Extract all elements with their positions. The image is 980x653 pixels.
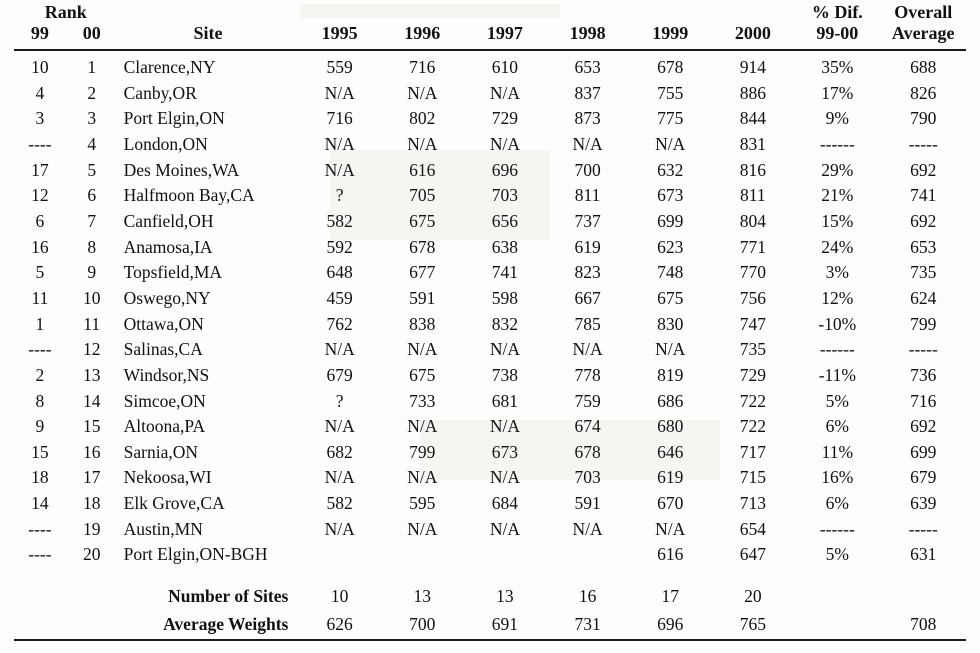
cell-2000: 804 (739, 211, 766, 232)
column-header-1996: 1996 (404, 23, 441, 43)
cell-site: London,ON (123, 134, 208, 155)
cell-dif: ------ (819, 339, 855, 360)
cell-1997: 738 (491, 364, 519, 385)
cell-dif: 11% (821, 441, 854, 462)
summary-spacer (14, 568, 966, 582)
col-spacer-1997 (464, 0, 547, 23)
cell-rank00: 16 (82, 441, 101, 462)
cell-1995: 679 (326, 364, 353, 385)
cell-1999: 755 (657, 82, 684, 103)
cell-2000: 811 (740, 185, 766, 206)
table-row (14, 234, 966, 260)
cell-1997: 681 (491, 390, 519, 411)
cell-1999: 699 (657, 211, 684, 232)
cell-2000: 713 (739, 493, 766, 514)
weights-table (14, 0, 966, 637)
cell-dif: 15% (821, 211, 854, 232)
cell-rank99: 16 (31, 236, 49, 257)
summary-1997: 691 (491, 613, 519, 634)
cell-rank00: 18 (82, 493, 101, 514)
cell-1998: N/A (572, 134, 603, 155)
table-bottom-rule (14, 639, 966, 641)
cell-rank00: 10 (82, 287, 101, 308)
summary-1999: 17 (661, 586, 679, 607)
cell-dif: 17% (821, 82, 854, 103)
cell-dif: -10% (818, 313, 857, 334)
cell-1998: 759 (574, 390, 601, 411)
cell-dif: 29% (821, 159, 854, 180)
cell-rank00: 13 (82, 364, 101, 385)
column-header-rank-00: 00 (82, 23, 101, 43)
cell-rank00: 2 (87, 82, 97, 103)
cell-1996: 616 (409, 159, 436, 180)
summary-1995: 626 (326, 613, 353, 634)
cell-avg: ----- (908, 134, 938, 155)
cell-rank99: ---- (28, 518, 52, 539)
cell-avg: 692 (910, 416, 937, 437)
cell-1995: 648 (326, 262, 353, 283)
cell-avg: 631 (910, 544, 937, 565)
col-spacer-2000 (712, 0, 795, 23)
cell-1998: 619 (574, 236, 601, 257)
cell-avg: 653 (910, 236, 937, 257)
cell-2000: 770 (739, 262, 766, 283)
cell-1997: 610 (491, 57, 519, 78)
cell-1998: N/A (572, 339, 603, 360)
cell-2000: 729 (739, 364, 766, 385)
table-row (14, 491, 966, 517)
cell-site: Nekoosa,WI (123, 467, 212, 488)
summary-2000: 20 (744, 586, 762, 607)
cell-avg: ----- (908, 339, 938, 360)
cell-rank00: 20 (82, 544, 101, 565)
summary-1997: 13 (496, 586, 514, 607)
cell-1997: 638 (491, 236, 519, 257)
cell-1996: 677 (409, 262, 436, 283)
cell-1998: 700 (574, 159, 601, 180)
cell-1996: 678 (409, 236, 436, 257)
table-row (14, 81, 966, 107)
cell-1995: ? (335, 185, 344, 206)
cell-1996: 733 (409, 390, 436, 411)
cell-1999: 830 (657, 313, 684, 334)
cell-1998: 678 (574, 441, 601, 462)
cell-1996: N/A (407, 416, 438, 437)
cell-1997: N/A (489, 134, 520, 155)
cell-1999: 678 (657, 57, 684, 78)
cell-1998: 653 (574, 57, 601, 78)
cell-rank00: 6 (87, 185, 97, 206)
cell-1999: 675 (657, 287, 684, 308)
table-row (14, 106, 966, 132)
cell-1997: 832 (491, 313, 519, 334)
cell-1996: N/A (407, 339, 438, 360)
cell-1999: 673 (657, 185, 684, 206)
cell-1996: 675 (409, 364, 436, 385)
cell-rank00: 7 (87, 211, 97, 232)
cell-2000: 722 (739, 390, 766, 411)
cell-1999: N/A (655, 134, 686, 155)
cell-rank99: ---- (28, 134, 52, 155)
cell-1995: N/A (324, 134, 355, 155)
summary-1998: 731 (574, 613, 601, 634)
cell-2000: 831 (739, 134, 766, 155)
cell-1997 (464, 542, 547, 568)
cell-site: Canfield,OH (123, 211, 214, 232)
cell-site: Anamosa,IA (123, 236, 213, 257)
cell-site: Windsor,NS (123, 364, 210, 385)
cell-1998: 778 (574, 364, 601, 385)
cell-1998: 703 (574, 467, 601, 488)
cell-1998: 737 (574, 211, 601, 232)
cell-dif: 3% (825, 262, 849, 283)
cell-rank00: 14 (82, 390, 101, 411)
cell-rank00: 11 (83, 313, 101, 334)
cell-dif: ------ (819, 134, 855, 155)
cell-rank99: 6 (35, 211, 45, 232)
cell-1999: N/A (655, 339, 686, 360)
cell-1996: N/A (407, 134, 438, 155)
cell-rank00: 8 (87, 236, 97, 257)
col-spacer-1998 (546, 0, 629, 23)
cell-2000: 816 (739, 159, 766, 180)
cell-2000: 654 (739, 518, 766, 539)
cell-1996: 838 (409, 313, 436, 334)
cell-2000: 717 (739, 441, 766, 462)
table-row (14, 440, 966, 466)
summary-1996: 700 (409, 613, 436, 634)
cell-dif: 16% (821, 467, 854, 488)
cell-site: Simcoe,ON (123, 390, 206, 411)
cell-avg: 716 (910, 390, 937, 411)
cell-1995: N/A (324, 416, 355, 437)
cell-site: Halfmoon Bay,CA (123, 185, 255, 206)
cell-1998: 591 (574, 493, 601, 514)
cell-dif: 5% (825, 390, 849, 411)
summary-2000: 765 (739, 613, 766, 634)
cell-rank99: 5 (35, 262, 45, 283)
cell-site: Topsfield,MA (123, 262, 223, 283)
cell-1997: N/A (489, 467, 520, 488)
cell-avg: 679 (910, 467, 937, 488)
cell-1998: 837 (574, 82, 601, 103)
column-header-site-spacer (118, 0, 299, 23)
summary-row-average-weights (14, 610, 966, 637)
cell-2000: 886 (739, 82, 766, 103)
table-row (14, 183, 966, 209)
cell-avg: 799 (910, 313, 937, 334)
cell-avg: 624 (910, 287, 937, 308)
cell-2000: 747 (739, 313, 766, 334)
cell-site: Oswego,NY (123, 287, 211, 308)
cell-rank00: 12 (82, 339, 101, 360)
column-header-overall-average: Average (891, 23, 955, 43)
table-row (14, 311, 966, 337)
col-spacer-1999 (629, 0, 712, 23)
cell-avg: ----- (908, 518, 938, 539)
cell-rank99: 18 (31, 467, 49, 488)
cell-1999: 819 (657, 364, 684, 385)
column-header-1995: 1995 (321, 23, 358, 43)
cell-1995 (298, 542, 381, 568)
cell-1996: 675 (409, 211, 436, 232)
cell-dif: -11% (818, 364, 856, 385)
cell-1996: 595 (409, 493, 436, 514)
table-row (14, 55, 966, 81)
table-row (14, 414, 966, 440)
table-row (14, 388, 966, 414)
cell-1997: 741 (491, 262, 519, 283)
cell-1996: 716 (409, 57, 436, 78)
cell-dif: 12% (821, 287, 854, 308)
cell-1999: 680 (657, 416, 684, 437)
summary-1996: 13 (413, 586, 432, 607)
summary-1998: 16 (578, 586, 597, 607)
cell-1998 (546, 542, 629, 568)
table-row (14, 542, 966, 568)
table-row (14, 260, 966, 286)
table-row (14, 465, 966, 491)
table-row (14, 158, 966, 184)
table-body (14, 50, 966, 637)
cell-dif: 35% (821, 57, 854, 78)
cell-rank99: 9 (35, 416, 45, 437)
cell-1997: 696 (491, 159, 519, 180)
column-header-1997: 1997 (486, 23, 523, 43)
cell-1995: 582 (326, 493, 353, 514)
cell-1995: 682 (326, 441, 353, 462)
cell-1999: 670 (657, 493, 684, 514)
cell-1999: 616 (657, 544, 684, 565)
cell-dif: 6% (825, 416, 849, 437)
table-header (14, 0, 966, 50)
cell-1996: N/A (407, 82, 438, 103)
cell-1998: N/A (572, 518, 603, 539)
summary-avg (880, 582, 966, 609)
cell-2000: 771 (739, 236, 766, 257)
table-row (14, 286, 966, 312)
cell-1996: N/A (407, 518, 438, 539)
cell-1997: N/A (489, 416, 520, 437)
cell-1995: 716 (326, 108, 353, 129)
cell-site: Ottawa,ON (123, 313, 204, 334)
cell-1999: N/A (655, 518, 686, 539)
cell-rank00: 19 (82, 518, 101, 539)
summary-1999: 696 (657, 613, 684, 634)
cell-1997: 703 (491, 185, 519, 206)
cell-1998: 667 (574, 287, 601, 308)
cell-rank99: 15 (31, 441, 49, 462)
cell-avg: 735 (910, 262, 937, 283)
table-row (14, 517, 966, 543)
cell-avg: 688 (910, 57, 937, 78)
summary-avg: 708 (910, 613, 937, 634)
cell-site: Port Elgin,ON (123, 108, 225, 129)
cell-rank99: 3 (35, 108, 45, 129)
cell-1996: 802 (409, 108, 436, 129)
cell-1995: N/A (324, 518, 355, 539)
cell-rank99: 4 (35, 82, 45, 103)
cell-site: Sarnia,ON (123, 441, 198, 462)
cell-rank00: 9 (87, 262, 97, 283)
cell-1999: 623 (657, 236, 684, 257)
cell-1997: 656 (491, 211, 519, 232)
column-header-dif-years: 99-00 (816, 23, 859, 43)
table-row (14, 363, 966, 389)
cell-1998: 811 (574, 185, 601, 206)
cell-site: Salinas,CA (123, 339, 203, 360)
cell-1997: 598 (491, 287, 519, 308)
cell-2000: 844 (739, 108, 766, 129)
cell-2000: 722 (739, 416, 766, 437)
cell-1997: 684 (491, 493, 519, 514)
table-row (14, 209, 966, 235)
cell-rank99: ---- (28, 339, 52, 360)
cell-dif: ------ (819, 518, 855, 539)
column-header-overall: Overall (894, 2, 953, 22)
column-header-site: Site (193, 23, 223, 43)
cell-avg: 741 (910, 185, 937, 206)
cell-dif: 21% (821, 185, 854, 206)
cell-rank00: 15 (82, 416, 101, 437)
cell-rank99: ---- (28, 544, 52, 565)
cell-1998: 873 (574, 108, 601, 129)
cell-1995: ? (335, 390, 344, 411)
cell-1996 (381, 542, 464, 568)
table-header-main-row (14, 23, 966, 50)
cell-1995: 582 (326, 211, 353, 232)
cell-rank99: 2 (35, 364, 45, 385)
cell-rank00: 17 (82, 467, 101, 488)
summary-label-number-of-sites: Number of Sites (168, 586, 289, 607)
cell-1996: 705 (409, 185, 436, 206)
cell-dif: 5% (825, 544, 849, 565)
cell-1995: 559 (326, 57, 353, 78)
cell-rank00: 4 (87, 134, 97, 155)
column-header-1998: 1998 (569, 23, 606, 43)
cell-1999: 632 (657, 159, 684, 180)
cell-1996: 799 (409, 441, 436, 462)
cell-1997: 729 (491, 108, 519, 129)
cell-1995: N/A (324, 339, 355, 360)
cell-2000: 715 (739, 467, 766, 488)
cell-rank99: 11 (31, 287, 49, 308)
table-header-rank-row (14, 0, 966, 23)
column-header-1999: 1999 (652, 23, 689, 43)
cell-site: Elk Grove,CA (123, 493, 225, 514)
cell-avg: 699 (910, 441, 937, 462)
cell-site: Canby,OR (123, 82, 197, 103)
cell-avg: 826 (910, 82, 937, 103)
cell-site: Austin,MN (123, 518, 203, 539)
cell-1996: 591 (409, 287, 436, 308)
cell-dif: 9% (825, 108, 849, 129)
summary-label-average-weights: Average Weights (163, 613, 289, 634)
column-header-2000: 2000 (734, 23, 771, 43)
cell-1999: 619 (657, 467, 684, 488)
column-header-rank-99: 99 (30, 23, 49, 43)
column-group-rank: Rank (44, 2, 87, 22)
cell-avg: 790 (910, 108, 937, 129)
summary-1995: 10 (330, 586, 349, 607)
cell-rank99: 17 (31, 159, 49, 180)
cell-1995: 592 (326, 236, 353, 257)
summary-dif (794, 610, 880, 637)
cell-1995: N/A (324, 82, 355, 103)
table-row (14, 132, 966, 158)
cell-rank99: 14 (31, 493, 49, 514)
cell-1995: 459 (326, 287, 353, 308)
cell-1997: N/A (489, 82, 520, 103)
cell-site: Clarence,NY (123, 57, 216, 78)
cell-1999: 686 (657, 390, 684, 411)
cell-dif: 24% (821, 236, 854, 257)
cell-1997: 673 (491, 441, 519, 462)
cell-1997: N/A (489, 339, 520, 360)
cell-2000: 647 (739, 544, 766, 565)
cell-2000: 914 (739, 57, 766, 78)
spacer-cell (14, 568, 966, 582)
col-spacer-1995 (298, 0, 381, 23)
cell-avg: 692 (910, 159, 937, 180)
column-header-pct-dif: % Dif. (811, 2, 863, 22)
cell-1995: 762 (326, 313, 353, 334)
cell-1995: N/A (324, 467, 355, 488)
cell-avg: 639 (910, 493, 937, 514)
summary-dif (794, 582, 880, 609)
cell-rank99: 12 (31, 185, 49, 206)
cell-1996: N/A (407, 467, 438, 488)
col-spacer-1996 (381, 0, 464, 23)
cell-1999: 748 (657, 262, 684, 283)
cell-rank00: 5 (87, 159, 97, 180)
table-row (14, 337, 966, 363)
cell-1997: N/A (489, 518, 520, 539)
cell-avg: 736 (910, 364, 937, 385)
cell-2000: 756 (739, 287, 766, 308)
cell-1999: 775 (657, 108, 684, 129)
cell-rank99: 10 (31, 57, 49, 78)
cell-2000: 735 (739, 339, 766, 360)
cell-1995: N/A (324, 159, 355, 180)
cell-rank99: 1 (35, 313, 45, 334)
cell-rank00: 3 (87, 108, 97, 129)
cell-site: Des Moines,WA (123, 159, 240, 180)
cell-avg: 692 (910, 211, 937, 232)
cell-1998: 785 (574, 313, 601, 334)
cell-1998: 674 (574, 416, 601, 437)
cell-1998: 823 (574, 262, 601, 283)
cell-dif: 6% (825, 493, 849, 514)
cell-1999: 646 (657, 441, 684, 462)
cell-site: Altoona,PA (123, 416, 206, 437)
summary-row-number-of-sites (14, 582, 966, 609)
cell-site: Port Elgin,ON-BGH (123, 544, 268, 565)
cell-rank99: 8 (35, 390, 45, 411)
cell-rank00: 1 (87, 57, 97, 78)
